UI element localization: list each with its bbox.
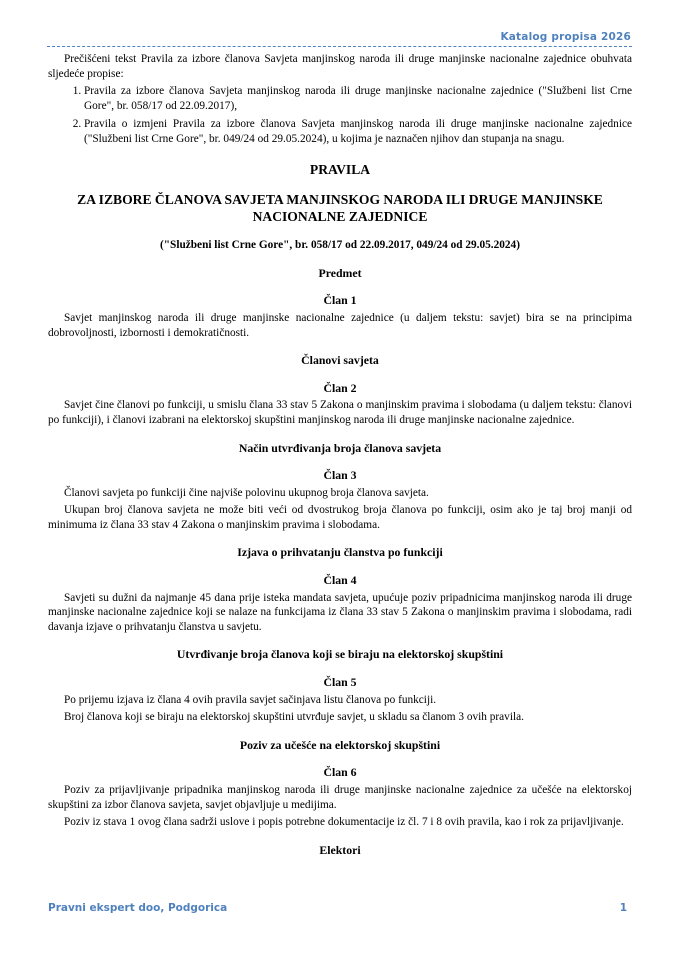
section-heading: Članovi savjeta (301, 353, 379, 368)
catalog-header: Katalog propisa 2026 (500, 31, 631, 43)
document-title: PRAVILA (309, 161, 371, 177)
article-paragraph: Poziv iz stava 1 ovog člana sadrži uslove i popis potrebne dokumentacije iz čl. 7 i 8 ovih pravila, kao i rok za prijavljivanje. (64, 816, 624, 829)
section-heading: Način utvrđivanja broja članova savjeta (238, 440, 442, 455)
article-paragraph: Ukupan broj članova savjeta ne može biti veći od dvostrukog broja članova po funkciji, osim ako je taj broj manji od minimuma iz člana 33 stav 4 Zakona o manjinskim pravima i slobodama. (48, 504, 632, 531)
article-title: Član 6 (323, 765, 357, 780)
document-body (48, 52, 632, 857)
article-paragraph: Po prijemu izjava iz člana 4 ovih pravila savjet sačinjava listu članova po funkciji. (64, 693, 437, 706)
amendment-item: 2. Pravila o izmjeni Pravila za izbore članova Savjeta manjinskog naroda ili druge manjinske nacionalne zajednice ("Službeni list Crne Gore", br. 049/24 od 29.05.2024), u kojima je naznačen njihov dan stupanja na snagu. (84, 117, 632, 146)
article-paragraph: Članovi savjeta po funkciji čine najviše polovinu ukupnog broja članova savjeta. (64, 486, 429, 499)
document-subtitle: ZA IZBORE ČLANOVA SAVJETA MANJINSKOG NARODA ILI DRUGE MANJINSKE NACIONALNE ZAJEDNICE (77, 192, 603, 225)
gazette-reference: ("Službeni list Crne Gore", br. 058/17 od 22.09.2017, 049/24 od 29.05.2024) (160, 239, 520, 252)
page-number: 1 (619, 902, 627, 914)
article-title: Član 3 (323, 468, 357, 483)
section-heading: Utvrđivanje broja članova koji se biraju na elektorskoj skupštini (176, 647, 504, 662)
article-paragraph: Savjeti su dužni da najmanje 45 dana prije isteka mandata savjeta, upućuje poziv pripadnicima manjinskog naroda ili druge manjinske nacionalne zajednice koji se nalaze na funkcijama iz člana 33 stav 5 Zakona o manjinskim pravima i slobodama, radi davanja izjave o prihvatanju članstva u savjetu. (48, 591, 632, 633)
section-heading: Predmet (318, 265, 362, 280)
section-heading: Izjava o prihvatanju članstva po funkciji (237, 545, 443, 560)
intro-text: Prečišćeni tekst Pravila za izbore članova Savjeta manjinskog naroda ili druge manjinske nacionalne zajednice obuhvata sljedeće propise: (48, 53, 632, 80)
article-paragraph: Broj članova koji se biraju na elektorskoj skupštini utvrđuje savjet, u skladu sa članom 3 ovih pravila. (64, 711, 524, 724)
article-title: Član 5 (323, 675, 357, 690)
article-title: Član 2 (323, 380, 357, 395)
article-title: Član 1 (323, 293, 357, 308)
amendments-list (48, 84, 632, 146)
amendment-item: 1. Pravila za izbore članova Savjeta manjinskog naroda ili druge manjinske nacionalne zajednice ("Službeni list Crne Gore", br. 058/17 od 22.09.2017), (84, 84, 632, 113)
section-heading: Poziv za učešće na elektorskoj skupštini (239, 737, 441, 752)
article-paragraph: Savjet manjinskog naroda ili druge manjinske nacionalne zajednice (u daljem tekstu: savjet) bira se na principima dobrovoljnosti, izbornosti i demokratičnosti. (48, 311, 632, 339)
header-divider (47, 46, 632, 47)
article-title: Član 4 (323, 573, 357, 588)
footer-publisher: Pravni ekspert doo, Podgorica (48, 902, 228, 914)
article-paragraph: Poziv za prijavljivanje pripadnika manjinskog naroda ili druge manjinske nacionalne zajednice za učešće na elektorskoj skupštini za izbor članova savjeta, savjet objavljuje u medijima. (48, 784, 632, 811)
article-paragraph: Savjet čine članovi po funkciji, u smislu člana 33 stav 5 Zakona o manjinskim pravima i slobodama (u daljem tekstu: članovi po funkciji), i članovi izabrani na elektorskoj skupštini manjinskog naroda ili druge manjinske nacionalne zajednice. (48, 399, 632, 426)
section-heading: Elektori (319, 842, 361, 857)
